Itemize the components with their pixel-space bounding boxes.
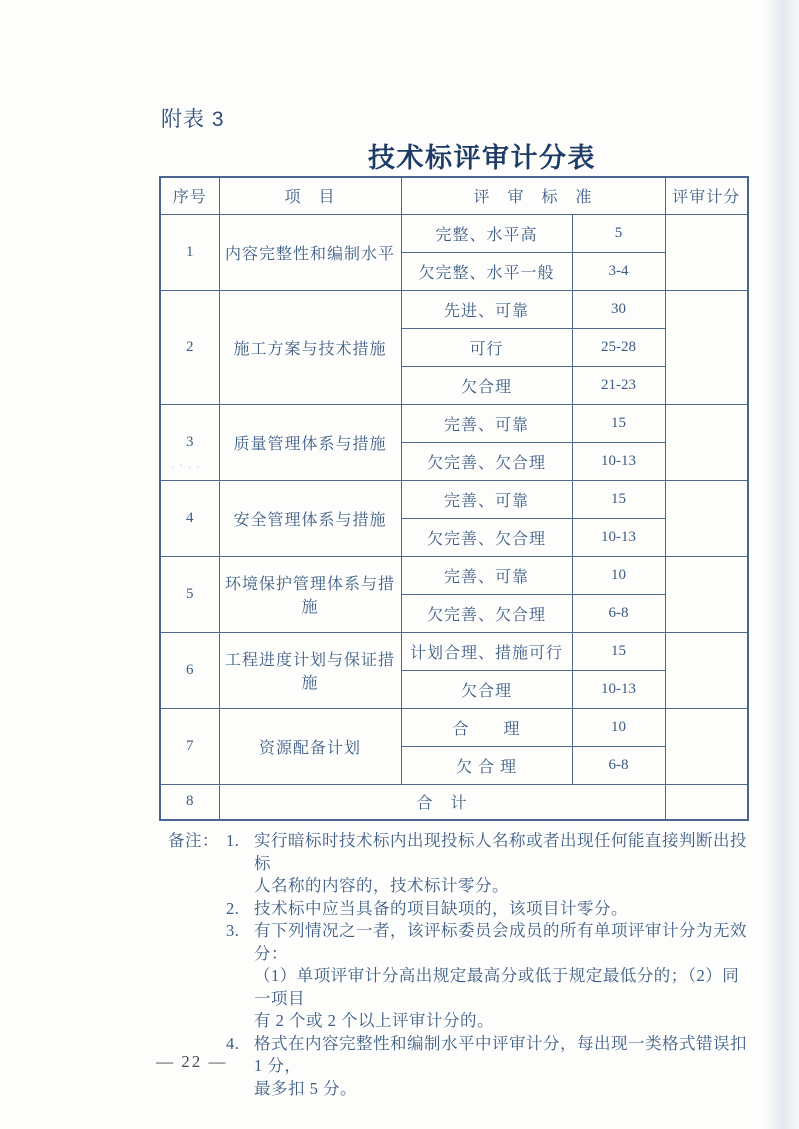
cell-criteria-score: 15 xyxy=(572,480,665,518)
cell-criteria-score: 6-8 xyxy=(572,746,665,784)
cell-item: 施工方案与技术措施 xyxy=(219,290,401,404)
cell-score-blank xyxy=(665,404,748,480)
cell-criteria-score: 10 xyxy=(572,708,665,746)
note-item xyxy=(226,830,753,898)
col-header-criteria: 评 审 标 准 xyxy=(401,177,665,214)
cell-criteria-score: 10-13 xyxy=(572,442,665,480)
note-item xyxy=(226,898,753,921)
cell-item: 内容完整性和编制水平 xyxy=(219,214,401,290)
cell-no: 5 xyxy=(160,556,219,632)
cell-criteria: 可行 xyxy=(401,328,572,366)
table-header-row xyxy=(160,177,748,214)
note-line: （1）单项评审计分高出规定最高分或低于规定最低分的；（2）同一项目 xyxy=(254,966,740,1008)
note-line: 实行暗标时技术标内出现投标人名称或者出现任何能直接判断出投标 xyxy=(254,831,747,873)
cell-criteria: 欠 合 理 xyxy=(401,746,572,784)
cell-score-blank xyxy=(665,480,748,556)
cell-criteria: 欠合理 xyxy=(401,670,572,708)
table-row xyxy=(160,708,748,746)
cell-item: 环境保护管理体系与措施 xyxy=(219,556,401,632)
scan-edge-artifact xyxy=(763,0,799,1129)
cell-item: 安全管理体系与措施 xyxy=(219,480,401,556)
cell-criteria-score: 10-13 xyxy=(572,670,665,708)
note-line: 技术标中应当具备的项目缺项的，该项目计零分。 xyxy=(254,898,628,918)
note-item xyxy=(226,1033,753,1101)
col-header-no: 序号 xyxy=(160,177,219,214)
cell-criteria: 完整、水平高 xyxy=(401,214,572,252)
cell-criteria: 完善、可靠 xyxy=(401,404,572,442)
table-row xyxy=(160,480,748,518)
note-number: 4. xyxy=(226,1033,240,1053)
cell-no: 1 xyxy=(160,214,219,290)
cell-criteria-score: 3-4 xyxy=(572,252,665,290)
cell-total-label: 合 计 xyxy=(219,784,665,820)
notes-section xyxy=(168,830,753,1100)
note-number: 3. xyxy=(226,921,240,940)
cell-item: 工程进度计划与保证措施 xyxy=(219,632,401,708)
cell-item: 资源配备计划 xyxy=(219,708,401,784)
cell-score-blank xyxy=(665,290,748,404)
cell-criteria: 完善、可靠 xyxy=(401,480,572,518)
cell-no: 2 xyxy=(160,290,219,404)
col-header-item: 项 目 xyxy=(219,177,401,214)
page-number: — 22 — xyxy=(156,1052,228,1071)
cell-criteria: 欠完善、欠合理 xyxy=(401,442,572,480)
cell-criteria: 先进、可靠 xyxy=(401,290,572,328)
note-line: 人名称的内容的，技术标计零分。 xyxy=(254,876,509,895)
cell-criteria: 欠完善、欠合理 xyxy=(401,518,572,556)
cell-score-blank xyxy=(665,708,748,784)
note-number: 1. xyxy=(226,831,240,850)
cell-criteria-score: 25-28 xyxy=(572,328,665,366)
cell-criteria-score: 10 xyxy=(572,556,665,594)
cell-no: 4 xyxy=(160,480,219,556)
cell-criteria-score: 5 xyxy=(572,214,665,252)
score-table xyxy=(159,176,749,821)
note-line: 有下列情况之一者，该评标委员会成员的所有单项评审计分为无效分： xyxy=(254,921,747,963)
cell-score-blank xyxy=(665,556,748,632)
cell-score-blank xyxy=(665,784,748,820)
cell-score-blank xyxy=(665,632,748,708)
appendix-label: 附表 3 xyxy=(161,108,225,131)
table-row xyxy=(160,556,748,594)
cell-criteria-score: 10-13 xyxy=(572,518,665,556)
cell-criteria-score: 15 xyxy=(572,404,665,442)
cell-criteria: 欠合理 xyxy=(401,366,572,404)
note-number: 2. xyxy=(226,898,240,918)
note-line: 有 2 个或 2 个以上评审计分的。 xyxy=(254,1011,494,1030)
cell-criteria: 计划合理、措施可行 xyxy=(401,632,572,670)
cell-criteria-score: 6-8 xyxy=(572,594,665,632)
notes-label: 备注： xyxy=(168,831,219,850)
cell-no: 6 xyxy=(160,632,219,708)
cell-criteria-score: 30 xyxy=(572,290,665,328)
cell-item: 质量管理体系与措施 xyxy=(219,404,401,480)
cell-no: 3 xyxy=(160,404,219,480)
table-row xyxy=(160,214,748,252)
cell-no: 7 xyxy=(160,708,219,784)
cell-score-blank xyxy=(665,214,748,290)
table-row xyxy=(160,632,748,670)
scan-smudge-artifact: .·.. xyxy=(170,461,204,471)
cell-criteria: 合 理 xyxy=(401,708,572,746)
cell-criteria: 完善、可靠 xyxy=(401,556,572,594)
note-line: 格式在内容完整性和编制水平中评审计分，每出现一类格式错误扣 1 分， xyxy=(254,1033,747,1075)
page-title: 技术标评审计分表 xyxy=(368,143,596,173)
note-item xyxy=(226,920,753,1033)
cell-criteria-score: 15 xyxy=(572,632,665,670)
cell-criteria-score: 21-23 xyxy=(572,366,665,404)
table-row xyxy=(160,290,748,328)
table-row xyxy=(160,404,748,442)
cell-criteria: 欠完整、水平一般 xyxy=(401,252,572,290)
note-line: 最多扣 5 分。 xyxy=(254,1078,357,1098)
cell-no: 8 xyxy=(160,784,219,820)
table-row-total xyxy=(160,784,748,820)
col-header-score: 评审计分 xyxy=(665,177,748,214)
cell-criteria: 欠完善、欠合理 xyxy=(401,594,572,632)
